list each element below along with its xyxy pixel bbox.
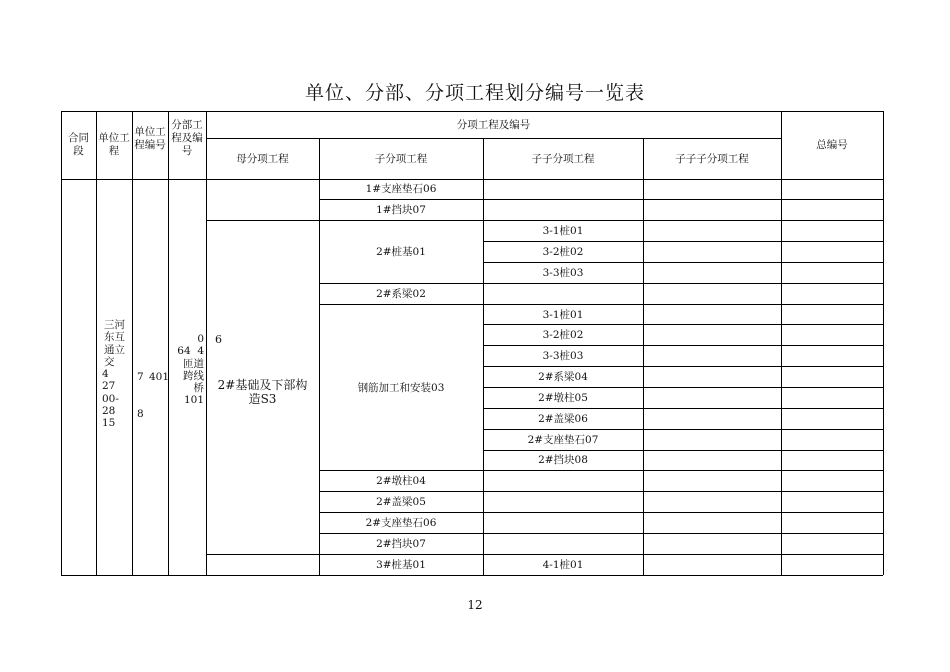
row-rule — [206, 220, 319, 221]
grandchild-item-cell: 3-3桩03 — [542, 350, 584, 363]
child-item-cell: 2#支座垫石06 — [365, 517, 437, 530]
row-rule — [319, 220, 483, 221]
row-rule — [206, 554, 319, 555]
row-rule — [483, 283, 883, 284]
row-rule — [483, 241, 883, 242]
table-top-border — [61, 111, 883, 112]
row-rule — [319, 512, 483, 513]
column-rule — [781, 111, 782, 575]
column-rule — [168, 111, 169, 575]
page-title: 单位、分部、分项工程划分编号一览表 — [304, 82, 645, 104]
grandchild-item-cell: 2#盖梁06 — [538, 412, 588, 425]
row-rule — [483, 491, 883, 492]
child-item-cell: 2#挡块07 — [376, 537, 426, 550]
grandchild-item-cell: 2#支座垫石07 — [527, 433, 599, 446]
unit-code-cell: 401 — [149, 371, 170, 383]
row-rule — [483, 429, 883, 430]
child-item-merged-cell: 钢筋加工和安装03 — [357, 381, 445, 394]
header-total-code: 总编号 — [816, 139, 848, 151]
division-cell: 0 64 4 匝道 跨线 桥 101 — [177, 333, 204, 407]
child-item-cell: 3#桩基01 — [376, 558, 426, 571]
grandchild-item-cell: 3-2桩02 — [542, 329, 584, 342]
header-great-grandchild-item: 子子子分项工程 — [675, 152, 749, 165]
row-rule — [483, 199, 883, 200]
unit-project-cell: 三河 东互 通立 交 — [104, 319, 125, 368]
header-bottom-rule — [61, 179, 883, 180]
parent-item-number: 6 — [215, 333, 222, 346]
row-rule — [483, 554, 883, 555]
header-contract-section: 合同段 — [68, 132, 89, 157]
grandchild-item-cell: 2#挡块08 — [538, 454, 588, 467]
row-rule — [483, 345, 883, 346]
grandchild-item-cell: 3-2桩02 — [542, 245, 584, 258]
row-rule — [483, 450, 883, 451]
header-unit-code: 单位工程编号 — [134, 125, 166, 151]
row-rule — [483, 324, 883, 325]
grandchild-item-cell: 2#系梁04 — [538, 371, 588, 384]
column-rule — [96, 111, 97, 575]
child-item-cell: 1#挡块07 — [376, 204, 426, 217]
header-division: 分部工程及编号 — [171, 119, 203, 157]
row-rule — [319, 533, 483, 534]
column-rule — [883, 111, 884, 575]
row-rule — [483, 366, 883, 367]
header-child-item: 子分项工程 — [374, 152, 428, 165]
subheader-rule — [206, 138, 781, 139]
row-rule — [483, 512, 883, 513]
parent-item-cell: 2#基础及下部构造S3 — [217, 377, 308, 406]
grandchild-item-cell: 3-1桩01 — [542, 225, 584, 238]
header-parent-item: 母分项工程 — [236, 152, 289, 165]
header-subitem-group: 分项工程及编号 — [456, 118, 531, 131]
row-rule — [483, 533, 883, 534]
table-bottom-border — [61, 575, 883, 576]
page-number: 12 — [467, 598, 483, 612]
column-rule — [132, 111, 133, 575]
child-item-cell: 2#盖梁05 — [376, 496, 426, 509]
header-grandchild-item: 子子分项工程 — [531, 152, 595, 165]
child-item-merged-cell: 2#桩基01 — [376, 245, 426, 258]
child-item-cell: 2#系梁02 — [376, 287, 426, 300]
unit-code-cell: 7 — [137, 371, 144, 383]
row-rule — [483, 408, 883, 409]
grandchild-item-cell: 3-3桩03 — [542, 266, 584, 279]
row-rule — [319, 283, 483, 284]
grandchild-item-cell: 3-1桩01 — [542, 308, 584, 321]
child-item-cell: 2#墩柱04 — [376, 475, 426, 488]
row-rule — [319, 491, 483, 492]
row-rule — [483, 220, 883, 221]
unit-code-cell: 8 — [137, 408, 144, 420]
row-rule — [483, 470, 883, 471]
row-rule — [319, 470, 483, 471]
child-item-cell: 1#支座垫石06 — [365, 183, 437, 196]
row-rule — [483, 387, 883, 388]
row-rule — [319, 199, 483, 200]
row-rule — [483, 304, 883, 305]
contract-section-cell: 4 27 00- 28 15 — [102, 368, 119, 430]
grandchild-item-cell: 2#墩柱05 — [538, 391, 588, 404]
row-rule — [483, 262, 883, 263]
column-rule — [206, 111, 207, 575]
header-unit-project: 单位工程 — [98, 132, 130, 157]
row-rule — [319, 554, 483, 555]
row-rule — [319, 304, 483, 305]
column-rule — [61, 111, 62, 575]
grandchild-item-cell: 4-1桩01 — [542, 558, 584, 571]
